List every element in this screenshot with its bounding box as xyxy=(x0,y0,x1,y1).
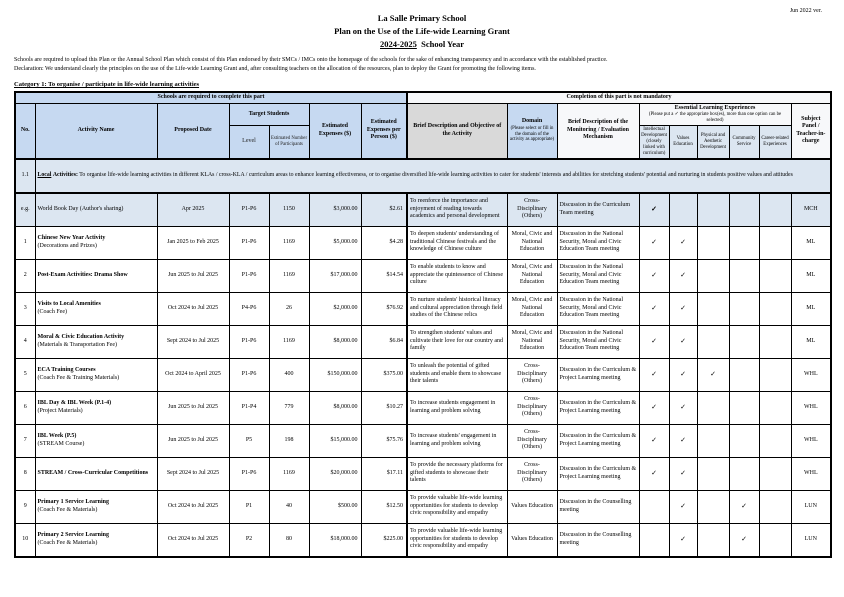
check-community-service: ✓ xyxy=(729,523,759,557)
activity-subtitle: (Coach Fee & Materials) xyxy=(37,506,98,513)
objective-cell: To enable students to know and appreciate the quintessence of Chinese culture xyxy=(407,259,507,292)
objective-cell: To unleash the potential of gifted students and enable them to showcase their talents xyxy=(407,358,507,391)
activity-name: Visits to Local Amenities xyxy=(37,301,101,308)
intro-line-1: Schools are required to upload this Plan or the Annual School Plan which consist of this Plan endorsed by their SMCs / IMCs onto the homepage of the schools for the sake of enhancing transparency and in accordance with the established practice. xyxy=(14,57,608,64)
level-cell: P1-P6 xyxy=(229,325,269,358)
plan-table xyxy=(14,91,832,557)
row-number: 6 xyxy=(15,391,35,424)
subject-panel-cell: WHL xyxy=(791,424,831,457)
col-header-community-service: Community Service xyxy=(729,125,759,158)
level-cell: P1-P6 xyxy=(229,226,269,259)
activity-name-cell xyxy=(35,424,157,457)
check-values-education xyxy=(669,193,697,227)
activity-name-cell xyxy=(35,523,157,557)
level-cell: P1-P6 xyxy=(229,457,269,490)
activity-name: Primary 1 Service Learning xyxy=(37,499,109,506)
check-physical-aesthetic xyxy=(697,523,729,557)
row-number: 8 xyxy=(15,457,35,490)
check-career-related xyxy=(759,523,791,557)
participants-cell: 1150 xyxy=(269,193,309,227)
estimated-expenses-cell: $17,000.00 xyxy=(309,259,361,292)
activity-subtitle: (Coach Fee) xyxy=(37,308,67,315)
ele-note: (Please put a ✓ the appropriate box(es), more than one option can be selected) xyxy=(648,112,782,123)
level-cell: P1 xyxy=(229,490,269,523)
category-heading: Category 1: To organise / participate in life-wide learning activities xyxy=(14,81,200,89)
monitoring-cell: Discussion in the Curriculum & Project Learning meeting xyxy=(557,391,639,424)
table-row xyxy=(15,424,831,457)
proposed-date-cell: Oct 2024 to Jul 2025 xyxy=(157,523,229,557)
subject-panel-cell: ML xyxy=(791,325,831,358)
check-values-education: ✓ xyxy=(669,490,697,523)
subject-panel-cell: ML xyxy=(791,259,831,292)
objective-cell: To provide valuable life-wide learning opportunities for students to develop civic responsibility and empathy xyxy=(407,523,507,557)
row-number: e.g. xyxy=(15,193,35,227)
objective-cell: To provide valuable life-wide learning opportunities for students to develop civic responsibility and empathy xyxy=(407,490,507,523)
activity-name: ECA Training Courses xyxy=(37,367,96,374)
check-career-related xyxy=(759,226,791,259)
activity-name: STREAM / Cross-Curricular Competitions xyxy=(37,469,149,476)
expenses-per-person-cell: $6.84 xyxy=(361,325,407,358)
school-year: 2024-2025 xyxy=(380,38,417,49)
subject-panel-cell: WHL xyxy=(791,457,831,490)
monitoring-cell: Discussion in the National Security, Moral and Civic Education Team meeting xyxy=(557,226,639,259)
check-intellectual-development: ✓ xyxy=(639,193,669,227)
check-intellectual-development: ✓ xyxy=(639,292,669,325)
domain-cell: Moral, Civic and National Education xyxy=(507,292,557,325)
objective-cell: To nurture students' historical literacy and cultural appreciation through field studies of the Chinese relics xyxy=(407,292,507,325)
row-number: 4 xyxy=(15,325,35,358)
monitoring-cell: Discussion in the National Security, Moral and Civic Education Team meeting xyxy=(557,259,639,292)
level-cell: P1-P6 xyxy=(229,358,269,391)
activity-subtitle: (Coach Fee & Training Materials) xyxy=(37,374,120,381)
monitoring-cell: Discussion in the Curriculum Team meeting xyxy=(557,193,639,227)
check-career-related xyxy=(759,457,791,490)
row-number: 7 xyxy=(15,424,35,457)
check-career-related xyxy=(759,292,791,325)
check-intellectual-development xyxy=(639,523,669,557)
row-number: 5 xyxy=(15,358,35,391)
proposed-date-cell: Apr 2025 xyxy=(157,193,229,227)
estimated-expenses-cell: $8,000.00 xyxy=(309,325,361,358)
version-note: Jun 2022 ver. xyxy=(789,8,822,14)
activity-name: IBL Week (P.5) xyxy=(37,433,77,440)
col-header-expenses-per-person: Estimated Expenses per Person ($) xyxy=(361,103,407,158)
band-mandatory: Schools are required to complete this part xyxy=(15,92,407,103)
check-community-service xyxy=(729,424,759,457)
check-values-education: ✓ xyxy=(669,259,697,292)
proposed-date-cell: Jun 2025 to Jul 2025 xyxy=(157,424,229,457)
estimated-expenses-cell: $5,000.00 xyxy=(309,226,361,259)
subject-panel-cell: LUN xyxy=(791,523,831,557)
expenses-per-person-cell: $76.92 xyxy=(361,292,407,325)
table-header xyxy=(15,92,831,158)
table-row xyxy=(15,523,831,557)
col-header-target-students: Target Students xyxy=(229,103,309,125)
participants-cell: 1169 xyxy=(269,226,309,259)
col-header-expenses: Estimated Expenses ($) xyxy=(309,103,361,158)
proposed-date-cell: Sept 2024 to Jul 2025 xyxy=(157,457,229,490)
domain-cell: Moral, Civic and National Education xyxy=(507,325,557,358)
activity-subtitle: (Decorations and Prizes) xyxy=(37,242,97,249)
level-cell: P5 xyxy=(229,424,269,457)
proposed-date-cell: Jan 2025 to Feb 2025 xyxy=(157,226,229,259)
monitoring-cell: Discussion in the Curriculum & Project Learning meeting xyxy=(557,358,639,391)
check-physical-aesthetic xyxy=(697,457,729,490)
check-intellectual-development: ✓ xyxy=(639,325,669,358)
expenses-per-person-cell: $375.00 xyxy=(361,358,407,391)
col-header-activity-name: Activity Name xyxy=(35,103,157,158)
check-physical-aesthetic xyxy=(697,424,729,457)
activity-name-cell xyxy=(35,292,157,325)
monitoring-cell: Discussion in the National Security, Moral and Civic Education Team meeting xyxy=(557,292,639,325)
intro-paragraph xyxy=(14,56,830,74)
plan-title: Plan on the Use of the Life-wide Learning Grant xyxy=(334,25,510,36)
check-community-service xyxy=(729,226,759,259)
check-intellectual-development: ✓ xyxy=(639,259,669,292)
col-header-level: Level xyxy=(229,125,269,158)
participants-cell: 1169 xyxy=(269,259,309,292)
check-values-education: ✓ xyxy=(669,226,697,259)
check-intellectual-development: ✓ xyxy=(639,391,669,424)
activity-name: Moral & Civic Education Activity xyxy=(37,334,125,341)
table-row xyxy=(15,292,831,325)
activity-subtitle: (STREAM Course) xyxy=(37,440,85,447)
estimated-expenses-cell: $15,000.00 xyxy=(309,424,361,457)
row-number: 1 xyxy=(15,226,35,259)
domain-cell: Cross-Disciplinary (Others) xyxy=(507,193,557,227)
school-year-line xyxy=(14,38,830,51)
activity-subtitle: (Project Materials) xyxy=(37,407,83,414)
subject-panel-cell: ML xyxy=(791,226,831,259)
level-cell: P1-P6 xyxy=(229,259,269,292)
objective-cell: To deepen students' understanding of traditional Chinese festivals and the knowledge of Chinese culture xyxy=(407,226,507,259)
level-cell: P1-P4 xyxy=(229,391,269,424)
participants-cell: 779 xyxy=(269,391,309,424)
activity-name-cell xyxy=(35,325,157,358)
table-row xyxy=(15,457,831,490)
check-community-service xyxy=(729,391,759,424)
estimated-expenses-cell: $8,000.00 xyxy=(309,391,361,424)
objective-cell: To reenforce the importance and enjoyment of reading towards academics and personal development xyxy=(407,193,507,227)
table-body xyxy=(15,159,831,557)
subject-panel-cell: MCH xyxy=(791,193,831,227)
expenses-per-person-cell: $2.61 xyxy=(361,193,407,227)
participants-cell: 198 xyxy=(269,424,309,457)
col-header-essential-learning xyxy=(639,103,791,125)
col-header-domain xyxy=(507,103,557,158)
check-community-service xyxy=(729,259,759,292)
col-header-objective: Brief Description and Objective of the Activity xyxy=(407,103,507,158)
col-header-physical-aesthetic: Physical and Aesthetic Development xyxy=(697,125,729,158)
check-career-related xyxy=(759,391,791,424)
check-career-related xyxy=(759,424,791,457)
check-physical-aesthetic xyxy=(697,226,729,259)
monitoring-cell: Discussion in the Counselling meeting xyxy=(557,523,639,557)
school-year-suffix: School Year xyxy=(421,38,464,49)
domain-cell: Cross-Disciplinary (Others) xyxy=(507,457,557,490)
check-career-related xyxy=(759,259,791,292)
expenses-per-person-cell: $12.50 xyxy=(361,490,407,523)
domain-cell: Moral, Civic and National Education xyxy=(507,226,557,259)
table-row xyxy=(15,193,831,227)
proposed-date-cell: Oct 2024 to April 2025 xyxy=(157,358,229,391)
participants-cell: 80 xyxy=(269,523,309,557)
monitoring-cell: Discussion in the Curriculum & Project Learning meeting xyxy=(557,424,639,457)
table-row xyxy=(15,259,831,292)
estimated-expenses-cell: $500.00 xyxy=(309,490,361,523)
intro-line-2: Declaration: We understand clearly the principles on the use of the Life-wide Learning Grant and, after consulting teachers on the allocation of the resources, plan to deploy the Grant for promoting the following items. xyxy=(14,66,536,73)
activity-name: Post-Exam Activities: Drama Show xyxy=(37,271,128,278)
domain-cell: Moral, Civic and National Education xyxy=(507,259,557,292)
row-number: 3 xyxy=(15,292,35,325)
subject-panel-cell: WHL xyxy=(791,391,831,424)
check-values-education: ✓ xyxy=(669,391,697,424)
document-title-block xyxy=(14,12,830,50)
check-physical-aesthetic: ✓ xyxy=(697,358,729,391)
section-text: To organise life-wide learning activities in different KLAs / cross-KLA / curriculum areas to enhance learning effectiveness, or to organise diversified life-wide learning activities to cater for students' interests and abilities for stretching students' potential and nurturing in students positive values and attitudes xyxy=(79,172,793,179)
subject-panel-cell: ML xyxy=(791,292,831,325)
objective-cell: To strengthen students' values and cultivate their love for our country and family xyxy=(407,325,507,358)
check-career-related xyxy=(759,358,791,391)
domain-cell: Cross-Disciplinary (Others) xyxy=(507,358,557,391)
activity-name-cell xyxy=(35,226,157,259)
participants-cell: 26 xyxy=(269,292,309,325)
domain-cell: Cross-Disciplinary (Others) xyxy=(507,391,557,424)
estimated-expenses-cell: $3,000.00 xyxy=(309,193,361,227)
check-values-education: ✓ xyxy=(669,457,697,490)
table-row xyxy=(15,391,831,424)
activity-name-cell xyxy=(35,259,157,292)
expenses-per-person-cell: $10.27 xyxy=(361,391,407,424)
subject-panel-cell: LUN xyxy=(791,490,831,523)
check-intellectual-development xyxy=(639,490,669,523)
domain-cell: Values Education xyxy=(507,490,557,523)
proposed-date-cell: Sept 2024 to Jul 2025 xyxy=(157,325,229,358)
proposed-date-cell: Jun 2025 to Jul 2025 xyxy=(157,391,229,424)
activity-name-cell xyxy=(35,391,157,424)
check-community-service xyxy=(729,457,759,490)
estimated-expenses-cell: $20,000.00 xyxy=(309,457,361,490)
check-intellectual-development: ✓ xyxy=(639,358,669,391)
section-number: 1.1 xyxy=(15,159,35,193)
check-community-service xyxy=(729,325,759,358)
table-row xyxy=(15,325,831,358)
col-header-monitoring: Brief Description of the Monitoring / Evaluation Mechanism xyxy=(557,103,639,158)
table-row xyxy=(15,358,831,391)
expenses-per-person-cell: $75.76 xyxy=(361,424,407,457)
activity-name: Chinese New Year Activity xyxy=(37,235,106,242)
proposed-date-cell: Oct 2024 to Jul 2025 xyxy=(157,490,229,523)
activity-subtitle: (Coach Fee & Materials) xyxy=(37,539,98,546)
level-cell: P2 xyxy=(229,523,269,557)
check-values-education: ✓ xyxy=(669,325,697,358)
estimated-expenses-cell: $18,000.00 xyxy=(309,523,361,557)
table-row xyxy=(15,226,831,259)
domain-cell: Values Education xyxy=(507,523,557,557)
activity-subtitle: (Materials & Transportation Fee) xyxy=(37,341,117,348)
monitoring-cell: Discussion in the National Security, Moral and Civic Education Team meeting xyxy=(557,325,639,358)
activity-name: World Book Day (Author's sharing) xyxy=(37,205,124,212)
check-community-service xyxy=(729,193,759,227)
section-description xyxy=(35,159,831,193)
expenses-per-person-cell: $4.28 xyxy=(361,226,407,259)
domain-note: (Please select or fill in the domain of the activity as appropriate) xyxy=(509,125,555,143)
col-header-no: No. xyxy=(15,103,35,158)
activity-name: Primary 2 Service Learning xyxy=(37,532,109,539)
monitoring-cell: Discussion in the Counselling meeting xyxy=(557,490,639,523)
check-intellectual-development: ✓ xyxy=(639,424,669,457)
col-header-values-education: Values Education xyxy=(669,125,697,158)
activity-name-cell xyxy=(35,193,157,227)
participants-cell: 400 xyxy=(269,358,309,391)
row-number: 10 xyxy=(15,523,35,557)
check-physical-aesthetic xyxy=(697,391,729,424)
objective-cell: To increase students engagement in learning and problem solving xyxy=(407,391,507,424)
proposed-date-cell: Jun 2025 to Jul 2025 xyxy=(157,259,229,292)
check-values-education: ✓ xyxy=(669,358,697,391)
check-community-service xyxy=(729,358,759,391)
section-lead2: Activities: xyxy=(52,172,78,179)
participants-cell: 1169 xyxy=(269,325,309,358)
activity-name: IBL Day & IBL Week (P.1-4) xyxy=(37,400,112,407)
row-number: 9 xyxy=(15,490,35,523)
check-values-education: ✓ xyxy=(669,523,697,557)
check-community-service xyxy=(729,292,759,325)
expenses-per-person-cell: $225.00 xyxy=(361,523,407,557)
level-cell: P1-P6 xyxy=(229,193,269,227)
check-community-service: ✓ xyxy=(729,490,759,523)
expenses-per-person-cell: $17.11 xyxy=(361,457,407,490)
check-career-related xyxy=(759,193,791,227)
subject-panel-cell: WHL xyxy=(791,358,831,391)
section-row-local-activities xyxy=(15,159,831,193)
band-not-mandatory: Completion of this part is not mandatory xyxy=(407,92,831,103)
col-header-proposed-date: Proposed Date xyxy=(157,103,229,158)
check-values-education: ✓ xyxy=(669,424,697,457)
school-name: La Salle Primary School xyxy=(377,13,467,23)
activity-name-cell xyxy=(35,490,157,523)
check-career-related xyxy=(759,325,791,358)
check-physical-aesthetic xyxy=(697,292,729,325)
domain-title: Domain xyxy=(521,118,543,125)
check-physical-aesthetic xyxy=(697,259,729,292)
objective-cell: To increase students' engagement in learning and problem solving xyxy=(407,424,507,457)
participants-cell: 1169 xyxy=(269,457,309,490)
estimated-expenses-cell: $150,000.00 xyxy=(309,358,361,391)
objective-cell: To provide the necessary platforms for gifted students to showcase their talents xyxy=(407,457,507,490)
section-lead: Local xyxy=(37,172,52,179)
participants-cell: 40 xyxy=(269,490,309,523)
col-header-intellectual-development: Intellectual Development (closely linked with curriculum) xyxy=(639,125,669,158)
row-number: 2 xyxy=(15,259,35,292)
domain-cell: Cross-Disciplinary (Others) xyxy=(507,424,557,457)
activity-name-cell xyxy=(35,457,157,490)
table-row xyxy=(15,490,831,523)
col-header-participants: Estimated Number of Participants xyxy=(269,125,309,158)
col-header-career-related: Career-related Experiences xyxy=(759,125,791,158)
proposed-date-cell: Oct 2024 to Jul 2025 xyxy=(157,292,229,325)
check-physical-aesthetic xyxy=(697,193,729,227)
ele-title: Essential Learning Experiences xyxy=(674,104,756,111)
check-intellectual-development: ✓ xyxy=(639,226,669,259)
check-intellectual-development: ✓ xyxy=(639,457,669,490)
expenses-per-person-cell: $14.54 xyxy=(361,259,407,292)
check-physical-aesthetic xyxy=(697,325,729,358)
check-values-education: ✓ xyxy=(669,292,697,325)
check-physical-aesthetic xyxy=(697,490,729,523)
check-career-related xyxy=(759,490,791,523)
activity-name-cell xyxy=(35,358,157,391)
estimated-expenses-cell: $2,000.00 xyxy=(309,292,361,325)
level-cell: P4-P6 xyxy=(229,292,269,325)
col-header-subject-panel: Subject Panel / Teacher-in-charge xyxy=(791,103,831,158)
monitoring-cell: Discussion in the Curriculum & Project Learning meeting xyxy=(557,457,639,490)
